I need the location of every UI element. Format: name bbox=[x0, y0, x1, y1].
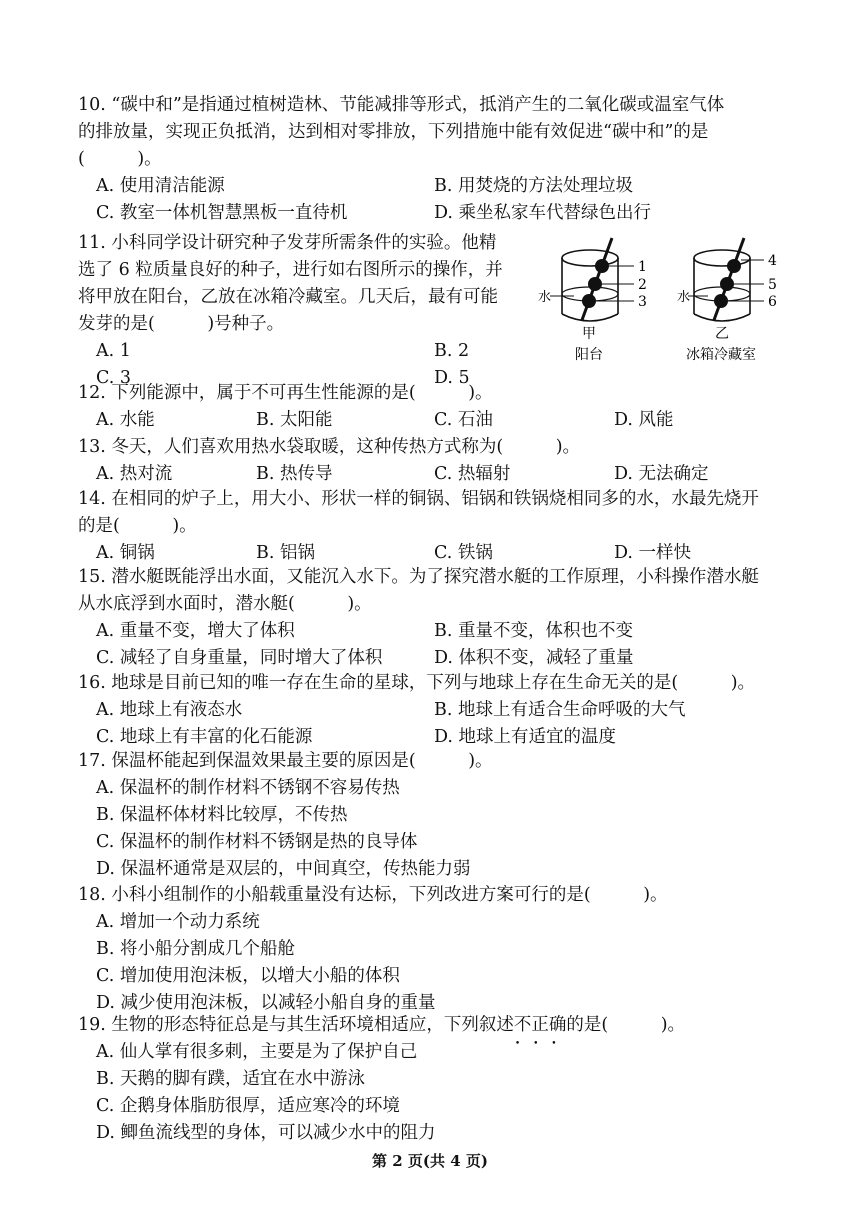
page-footer: 第 2 页(共 4 页) bbox=[372, 1152, 488, 1170]
option-d: D. 地球上有适宜的温度 bbox=[434, 727, 617, 747]
place-yi: 冰箱冷藏室 bbox=[686, 347, 756, 363]
question-text: 17. 保温杯能起到保温效果最主要的原因是( )。 bbox=[78, 751, 493, 771]
option-a: A. 铜锅 bbox=[96, 543, 155, 563]
option-row bbox=[78, 173, 790, 200]
option-c: C. 企鹅身体脂肪很厚，适应寒冷的环境 bbox=[96, 1096, 400, 1116]
option-d: D. 无法确定 bbox=[614, 464, 709, 484]
seed-2 bbox=[588, 277, 602, 291]
label-2: 2 bbox=[638, 277, 647, 293]
label-6: 6 bbox=[768, 294, 777, 310]
label-4: 4 bbox=[768, 253, 777, 269]
option-d: D. 减少使用泡沫板，以减轻小船自身的重量 bbox=[96, 993, 436, 1013]
seed-4 bbox=[727, 259, 741, 273]
question-text: 14. 在相同的炉子上，用大小、形状一样的铜锅、铝锅和铁锅烧相同多的水，水最先烧开 bbox=[78, 489, 759, 509]
option-d: D. 体积不变，减轻了重量 bbox=[434, 648, 634, 668]
question-text: 18. 小科小组制作的小船载重量没有达标，下列改进方案可行的是( )。 bbox=[78, 885, 668, 905]
question-19 bbox=[78, 1012, 790, 1147]
water-label: 水 bbox=[538, 290, 552, 305]
question-text-part: 的是( )。 bbox=[566, 1015, 686, 1035]
emphasized-text: 不正确 • • • bbox=[514, 1015, 567, 1035]
question-text: 选了 6 粒质量良好的种子，进行如右图所示的操作，并 bbox=[78, 260, 503, 280]
option-d: D. 乘坐私家车代替绿色出行 bbox=[434, 203, 652, 223]
option-row bbox=[78, 697, 790, 724]
question-text: 发芽的是( )号种子。 bbox=[78, 314, 285, 334]
water-label: 水 bbox=[677, 290, 691, 305]
seed-3 bbox=[582, 294, 596, 308]
question-10 bbox=[78, 92, 790, 227]
seed-1 bbox=[595, 259, 609, 273]
option-a: A. 仙人掌有很多刺，主要是为了保护自己 bbox=[96, 1042, 418, 1062]
option-a: A. 保温杯的制作材料不锈钢不容易传热 bbox=[96, 778, 400, 798]
label-5: 5 bbox=[768, 277, 777, 293]
option-row bbox=[78, 461, 790, 488]
question-15 bbox=[78, 564, 790, 672]
option-b: B. 热传导 bbox=[256, 464, 333, 484]
option-c: C. 保温杯的制作材料不锈钢是热的良导体 bbox=[96, 832, 418, 852]
option-b: B. 用焚烧的方法处理垃圾 bbox=[434, 176, 633, 196]
label-3: 3 bbox=[638, 294, 647, 310]
option-row bbox=[78, 645, 790, 672]
place-jia: 阳台 bbox=[575, 347, 603, 363]
caption-jia: 甲 bbox=[582, 326, 596, 342]
option-b: B. 重量不变，体积也不变 bbox=[434, 621, 633, 641]
seed-5 bbox=[720, 277, 734, 291]
question-text: 将甲放在阳台，乙放在冰箱冷藏室。几天后，最有可能 bbox=[78, 287, 498, 307]
option-a: A. 增加一个动力系统 bbox=[96, 912, 260, 932]
option-c: C. 热辐射 bbox=[434, 464, 511, 484]
option-d: D. 风能 bbox=[614, 410, 674, 430]
question-text: 15. 潜水艇既能浮出水面，又能沉入水下。为了探究潜水艇的工作原理，小科操作潜水艇 bbox=[78, 567, 759, 587]
seed-experiment-figure bbox=[530, 236, 800, 366]
option-row bbox=[78, 407, 790, 434]
option-b: B. 太阳能 bbox=[256, 410, 333, 430]
option-b: B. 2 bbox=[434, 341, 470, 361]
seed-6 bbox=[714, 294, 728, 308]
option-c: C. 地球上有丰富的化石能源 bbox=[96, 727, 313, 747]
question-14 bbox=[78, 486, 790, 567]
option-a: A. 地球上有液态水 bbox=[96, 700, 243, 720]
caption-yi: 乙 bbox=[715, 326, 729, 342]
option-d: D. 鲫鱼流线型的身体，可以减少水中的阻力 bbox=[96, 1123, 436, 1143]
beaker-jia bbox=[538, 238, 647, 363]
option-b: B. 天鹅的脚有蹼，适宜在水中游泳 bbox=[96, 1069, 365, 1089]
question-text: 从水底浮到水面时，潜水艇( )。 bbox=[78, 594, 372, 614]
option-c: C. 石油 bbox=[434, 410, 493, 430]
option-c: C. 教室一体机智慧黑板一直待机 bbox=[96, 203, 348, 223]
option-a: A. 使用清洁能源 bbox=[96, 176, 225, 196]
question-text bbox=[78, 1012, 790, 1039]
option-d: D. 5 bbox=[434, 368, 470, 388]
question-text: 10. “碳中和”是指通过植树造林、节能减排等形式，抵消产生的二氧化碳或温室气体 bbox=[78, 95, 725, 115]
option-d: D. 一样快 bbox=[614, 543, 692, 563]
question-16 bbox=[78, 670, 790, 751]
option-c: C. 增加使用泡沫板，以增大小船的体积 bbox=[96, 966, 400, 986]
option-a: A. 水能 bbox=[96, 410, 155, 430]
question-text: 12. 下列能源中，属于不可再生性能源的是( )。 bbox=[78, 383, 493, 403]
option-b: B. 地球上有适合生命呼吸的大气 bbox=[434, 700, 686, 720]
option-a: A. 重量不变，增大了体积 bbox=[96, 621, 295, 641]
option-a: A. 热对流 bbox=[96, 464, 173, 484]
question-text: 13. 冬天，人们喜欢用热水袋取暖，这种传热方式称为( )。 bbox=[78, 437, 581, 457]
question-text: 的排放量，实现正负抵消，达到相对零排放，下列措施中能有效促进“碳中和”的是 bbox=[78, 122, 709, 142]
option-row bbox=[78, 618, 790, 645]
question-text: ( )。 bbox=[78, 149, 162, 169]
option-b: B. 将小船分割成几个船舱 bbox=[96, 939, 295, 959]
question-17 bbox=[78, 748, 790, 883]
label-1: 1 bbox=[638, 259, 647, 275]
option-d: D. 保温杯通常是双层的，中间真空，传热能力弱 bbox=[96, 859, 471, 879]
option-c: C. 铁锅 bbox=[434, 543, 493, 563]
option-b: B. 铝锅 bbox=[256, 543, 315, 563]
question-12 bbox=[78, 380, 790, 434]
question-text-part: 19. 生物的形态特征总是与其生活环境相适应，下列叙述 bbox=[78, 1015, 514, 1035]
option-b: B. 保温杯体材料比较厚，不传热 bbox=[96, 805, 348, 825]
option-c: C. 3 bbox=[96, 368, 132, 388]
option-c: C. 减轻了自身重量，同时增大了体积 bbox=[96, 648, 383, 668]
option-row bbox=[78, 540, 790, 567]
question-13 bbox=[78, 434, 790, 488]
question-text: 16. 地球是目前已知的唯一存在生命的星球，下列与地球上存在生命无关的是( )。 bbox=[78, 673, 756, 693]
question-text: 的是( )。 bbox=[78, 516, 197, 536]
option-a: A. 1 bbox=[96, 341, 131, 361]
question-text: 11. 小科同学设计研究种子发芽所需条件的实验。他精 bbox=[78, 233, 497, 253]
option-row bbox=[78, 724, 790, 751]
option-row bbox=[78, 200, 790, 227]
beaker-yi bbox=[677, 238, 777, 363]
question-18 bbox=[78, 882, 790, 1017]
